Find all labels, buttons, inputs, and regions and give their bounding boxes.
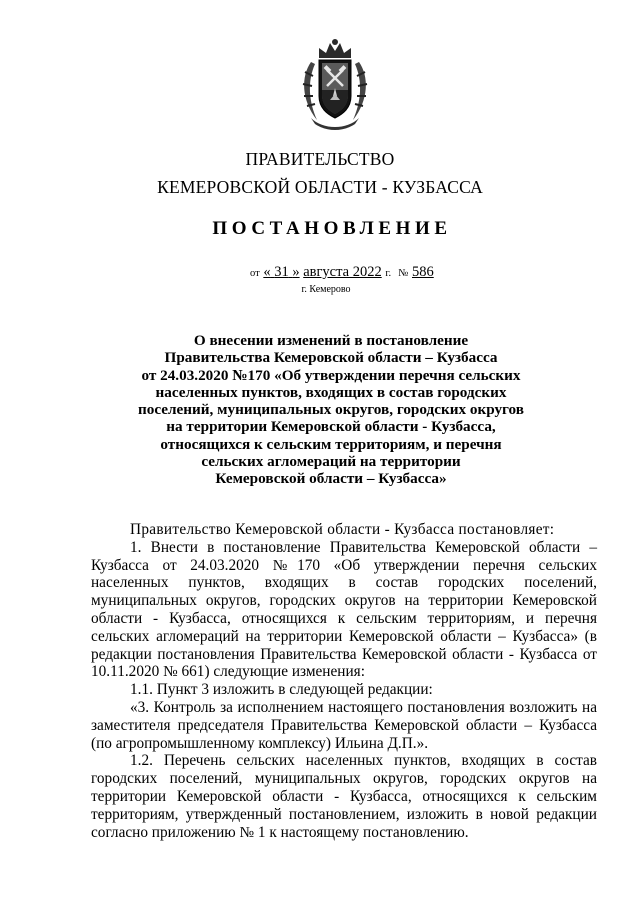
- title-line: на территории Кемеровской области - Кузбасса,: [166, 418, 496, 436]
- date-close-quote: »: [292, 264, 300, 280]
- document-number: 586: [411, 264, 434, 280]
- date-number-line: [250, 264, 434, 281]
- date-month-year: августа 2022: [303, 264, 382, 280]
- body-paragraph-item-1-2: 1.2. Перечень сельских населенных пунктов, входящих в состав городских поселений, муниципальных округов, городских округов на территории Кемеровской области - Кузбасса, относящихся к сельским территориям, утвержденный постановлением, изложить в новой редакции согласно приложению № 1 к настоящему постановлению.: [91, 752, 597, 841]
- date-day-field: [263, 264, 299, 280]
- document-type-heading: ПОСТАНОВЛЕНИЕ: [212, 218, 452, 239]
- document-title: [100, 332, 562, 488]
- number-sign: №: [398, 268, 409, 279]
- coat-of-arms-icon: [297, 38, 373, 132]
- title-line: поселений, муниципальных округов, городских округов: [138, 401, 524, 419]
- body-paragraph-item-1-1: 1.1. Пункт 3 изложить в следующей редакции:: [130, 681, 433, 699]
- title-line: от 24.03.2020 №170 «Об утверждении перечня сельских: [141, 366, 521, 384]
- body-paragraph-item-1: 1. Внести в постановление Правительства Кемеровской области – Кузбасса от 24.03.2020 №170 «Об утверждении перечня сельских населенных пунктов, входящих в состав городских поселений, муниципальных округов, городских округов на территории Кемеровской области - Кузбасса, относящихся к сельским территориям, и перечня сельских агломераций на территории Кемеровской области – Кузбасса» (в редакции постановления Правительства Кемеровской области - Кузбасса от 10.11.2020 № 661) следующие изменения:: [91, 538, 597, 681]
- title-line: Правительства Кемеровской области – Кузбасса: [164, 349, 498, 367]
- document-body: [91, 521, 597, 841]
- date-year-suffix: г.: [385, 268, 392, 279]
- title-line: населенных пунктов, входящих в состав городских: [155, 383, 507, 401]
- title-line: сельских агломераций на территории: [201, 453, 461, 471]
- government-name-line-2: КЕМЕРОВСКОЙ ОБЛАСТИ - КУЗБАССА: [157, 177, 483, 197]
- title-line: относящихся к сельским территориям, и перечня: [160, 435, 502, 453]
- title-line: О внесении изменений в постановление: [193, 332, 469, 349]
- title-line: Кемеровской области – Кузбасса»: [215, 470, 447, 488]
- body-paragraph-preamble: Правительство Кемеровской области - Кузбасса постановляет:: [130, 521, 555, 538]
- city-name: г. Кемерово: [301, 284, 351, 295]
- body-paragraph-quote-3: «3. Контроль за исполнением настоящего постановления возложить на заместителя председателя Правительства Кемеровской области – Кузбасса (по агропромышленному комплексу) Ильина Д.П.».: [91, 698, 597, 752]
- government-name-line-1: ПРАВИТЕЛЬСТВО: [245, 149, 395, 169]
- date-open-quote: «: [263, 264, 271, 280]
- date-day: 31: [274, 264, 289, 280]
- date-from-word: от: [250, 268, 260, 279]
